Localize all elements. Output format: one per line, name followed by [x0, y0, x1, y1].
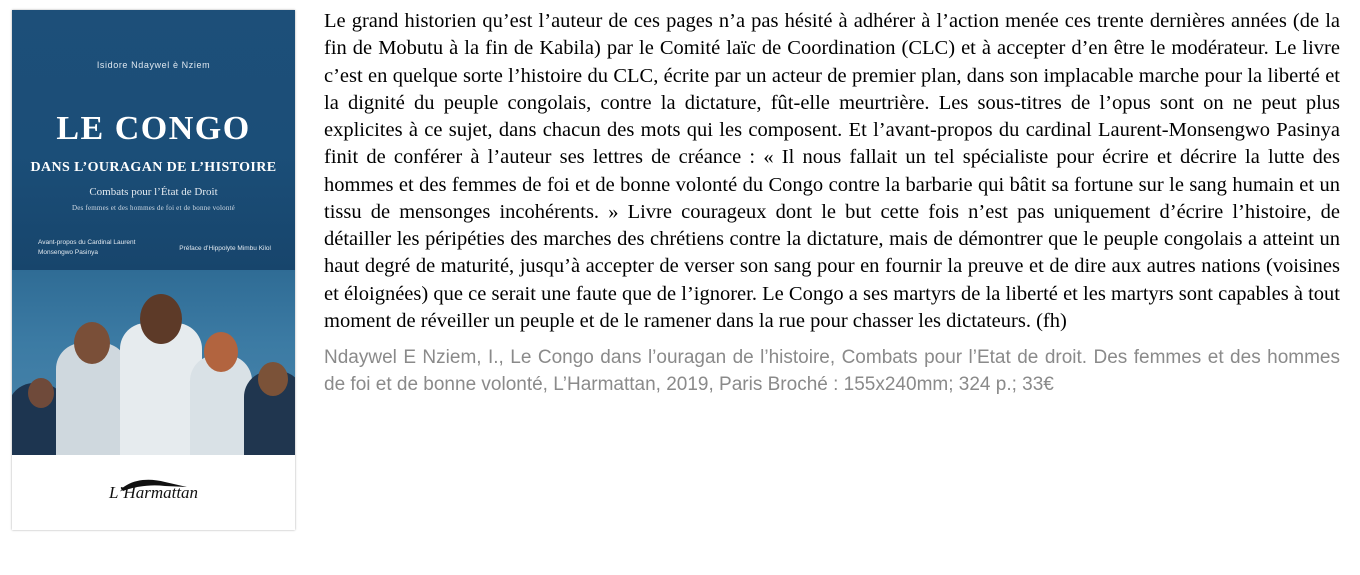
cover-figure-head — [204, 332, 238, 372]
review-citation: Ndaywel E Nziem, I., Le Congo dans l’ouragan de l’histoire, Combats pour l’Etat de droit. Des femmes et des hommes de foi et de bonne volonté, L’Harmattan, 2019, Paris Broché : 155x240mm; 324 p.; 33€ — [324, 347, 1340, 395]
cover-figure-head — [258, 362, 288, 396]
cover-subtitle: DANS L’OURAGAN DE L’HISTOIRE — [30, 160, 277, 175]
book-cover-container — [0, 0, 300, 530]
cover-author: Isidore Ndaywel è Nziem — [96, 60, 211, 70]
cover-photograph — [12, 270, 295, 455]
cover-figure-head — [140, 294, 182, 344]
cover-publisher-band — [12, 455, 295, 530]
cover-credit-foreword: Avant-propos du Cardinal Laurent Monsengwo Pasinya — [38, 239, 136, 256]
cover-figure-head — [74, 322, 110, 364]
cover-subtitle-tertiary: Des femmes et des hommes de foi et de bonne volonté — [72, 204, 235, 212]
cover-title: LE CONGO — [56, 110, 251, 147]
cover-figure-head — [28, 378, 54, 408]
cover-subtitle-secondary: Combats pour l’État de Droit — [89, 186, 218, 198]
book-cover-image[interactable] — [12, 10, 295, 530]
cover-credit-preface: Préface d’Hippolyte Mimbu Kilol — [179, 245, 271, 252]
review-text-column — [300, 0, 1360, 418]
cover-publisher-name: L’Harmattan — [108, 483, 199, 502]
review-body: Le grand historien qu’est l’auteur de ces pages n’a pas hésité à adhérer à l’action menée ces trente dernières années (de la fin de Mobutu à la fin de Kabila) par le Comité laïc de Coordination (CLC) et à accepter d’en être le modérateur. Le livre c’est en quelque sorte l’histoire du CLC, écrite par un acteur de premier plan, dans son implacable marche pour la liberté et la dignité du peuple congolais, contre la dictature, fût-elle meurtrière. Les sous-titres de l’opus sont on ne peut plus explicites à ce sujet, dans chacun des mots qui les composent. Et l’avant-propos du cardinal Laurent-Monsengwo Pasinya finit de conférer à l’auteur ses lettres de créance : « Il nous fallait un tel spécialiste pour écrire et décrire la lutte des hommes et des femmes de foi et de bonne volonté du Congo contre la barbarie qui bâtit sa fortune sur le sang humain et un tissu de mensonges incohérents. » Livre courageux dont le but cette fois n’est pas uniquement d’écrire l’histoire, de détailler les péripéties des marches des chrétiens contre la dictature, mais de démontrer que le peuple congolais a atteint un haut degré de maturité, jusqu’à accepter de verser son sang pour en fournir la preuve et de dire aux autres nations (voisines et éloignées) que ce serait une faute que de l’ignorer. Le Congo a ses martyrs de la liberté et les martyrs sont capables à tout moment de réveiller un peuple et de le ramener dans la rue pour chasser les dictateurs. (fh) — [324, 10, 1340, 332]
